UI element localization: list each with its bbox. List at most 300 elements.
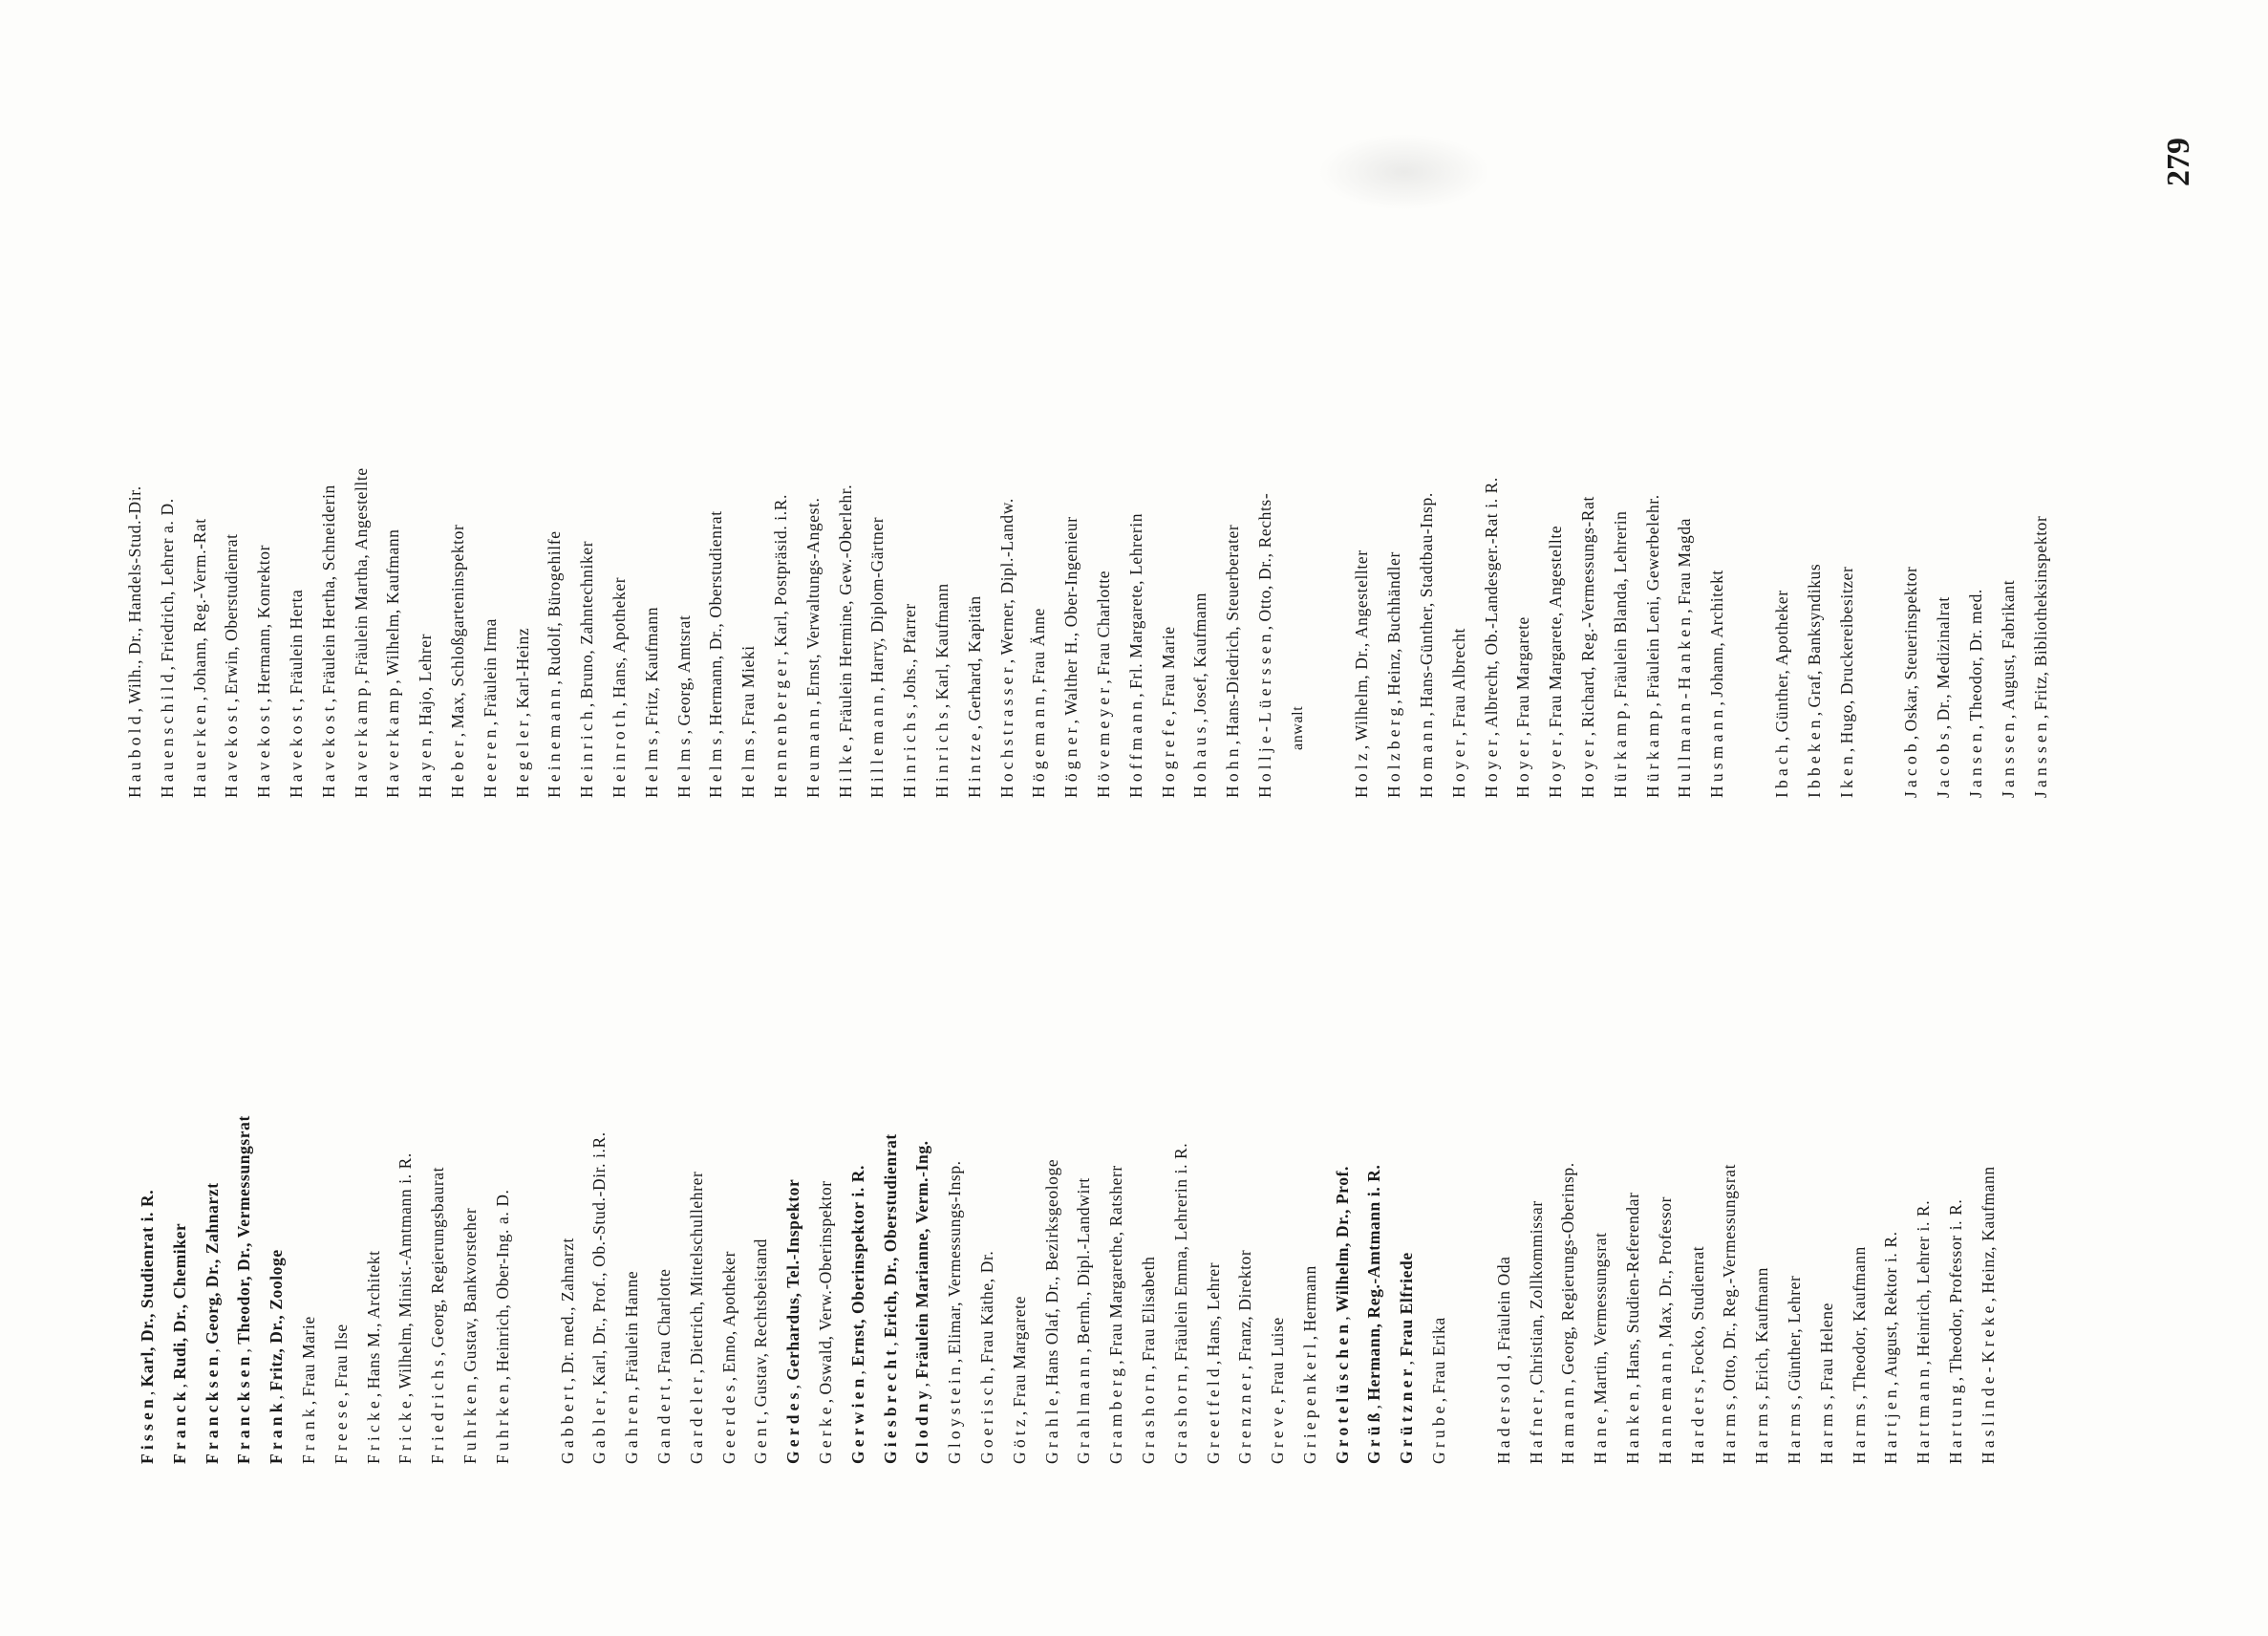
entry-separator: ,: [1655, 1338, 1675, 1347]
entry-details: Gerhardus, Tel.-Inspektor: [783, 1178, 803, 1381]
entry-separator: ,: [416, 725, 436, 735]
entry-separator: ,: [1946, 1372, 1966, 1382]
entry-separator: ,: [1448, 727, 1468, 737]
entry-details: Karl, Kaufmann: [931, 583, 952, 700]
entry-separator: ,: [945, 1354, 965, 1364]
entry-details: Hans-Diedrich, Steuerberater: [1223, 524, 1243, 737]
entry-surname: Hohaus: [1190, 722, 1210, 798]
entry-surname: Gloystein: [945, 1363, 965, 1464]
entry-separator: ,: [1170, 1361, 1190, 1370]
entry-details: Hermann, Dr., Oberstudienrat: [706, 510, 726, 726]
entry-details: Karl, Postpräsid. i.R.: [770, 494, 790, 648]
entry-details: Fräulein Herta: [286, 589, 306, 695]
entry-surname: Högemann: [1029, 692, 1049, 798]
entry-details: Heinz, Buchhändler: [1384, 551, 1404, 696]
entry-details: Karl-Heinz: [512, 627, 532, 709]
directory-entry: [1714, 805, 1746, 1464]
entry-details: Heinrich, Ober-Ing. a. D.: [492, 1189, 512, 1372]
entry-details: Fräulein Emma, Lehrerin i. R.: [1170, 1142, 1190, 1362]
directory-entry: [1908, 805, 1940, 1464]
entry-separator: ,: [770, 647, 790, 656]
entry-separator: ,: [1029, 683, 1049, 693]
directory-entry: [1230, 805, 1262, 1464]
entry-separator: ,: [1429, 1393, 1449, 1403]
directory-entry: [1327, 805, 1359, 1464]
directory-entry: [959, 139, 992, 798]
directory-entry: [1585, 805, 1617, 1464]
directory-entry: [248, 139, 281, 798]
entry-surname: Heinroth: [609, 706, 629, 798]
entry-separator: ,: [1223, 736, 1243, 745]
directory-entry: [636, 139, 669, 798]
entry-surname: Hartjen: [1881, 1386, 1901, 1464]
entry-separator: ,: [1138, 1361, 1158, 1370]
entry-separator: ,: [653, 1373, 674, 1383]
entry-separator: ,: [1914, 1356, 1934, 1366]
entry-separator: ,: [867, 682, 888, 692]
directory-entry: [939, 805, 972, 1464]
entry-surname: Giesbrecht: [880, 1345, 900, 1464]
entry-separator: ,: [545, 676, 565, 685]
entry-separator: ,: [718, 1372, 738, 1382]
entry-details: Georg, Dr., Zahnarzt: [202, 1182, 222, 1345]
entry-details: Theodor, Dr. med.: [1966, 589, 1986, 721]
entry-separator: ,: [751, 1407, 771, 1416]
entry-surname: Havekost: [318, 702, 338, 798]
directory-entry: [1444, 139, 1476, 798]
directory-entry: [1746, 805, 1779, 1464]
directory-entry: [475, 139, 507, 798]
entry-details: Frau Helene: [1816, 1302, 1836, 1391]
entry-details: Georg, Regierungs-Oberinsp.: [1558, 1162, 1578, 1375]
directory-entry: [132, 805, 164, 1464]
entry-separator: ,: [351, 675, 371, 684]
entry-details: Christian, Zollkommissar: [1526, 1200, 1546, 1386]
entry-surname: Friedrichs: [428, 1356, 448, 1464]
entry-surname: Hafner: [1526, 1393, 1546, 1464]
entry-details: Harry, Diplom-Gärtner: [867, 516, 888, 683]
entry-details: Frau Charlotte: [1093, 570, 1113, 676]
entry-separator: ,: [202, 1344, 222, 1353]
entry-details: Frau Margarete: [1513, 616, 1533, 728]
directory-entry: [1198, 805, 1230, 1464]
directory-entry: [164, 805, 197, 1464]
entry-surname: Götz: [1009, 1415, 1029, 1464]
entry-surname: Hoyer: [1513, 736, 1533, 798]
entry-separator: ,: [622, 1382, 642, 1391]
entry-separator: ,: [976, 1363, 996, 1372]
entry-surname: Harders: [1687, 1383, 1707, 1464]
entry-details: Frau Marie: [298, 1316, 318, 1397]
directory-entry: [584, 805, 616, 1464]
entry-separator: ,: [1268, 1394, 1288, 1404]
entry-surname: Hillemann: [867, 691, 888, 798]
entry-details: Hans, Apotheker: [609, 576, 629, 699]
entry-details: Theodor, Kaufmann: [1849, 1246, 1869, 1391]
entry-surname: Gramberg: [1106, 1364, 1126, 1464]
entry-separator: ,: [460, 1371, 480, 1381]
directory-entry-continuation: [1282, 139, 1315, 798]
entry-surname: Grube: [1429, 1402, 1449, 1464]
entry-surname: Goerisch: [976, 1371, 996, 1464]
entry-separator: ,: [1364, 1400, 1384, 1410]
entry-details: Franz, Direktor: [1235, 1249, 1255, 1362]
entry-surname: Hoyer: [1546, 736, 1566, 798]
entry-separator: ,: [1687, 1374, 1707, 1384]
entry-separator: ,: [267, 1390, 287, 1400]
entry-surname: Helms: [738, 734, 759, 798]
entry-surname: Haverkamp: [383, 683, 403, 798]
directory-entry: [281, 139, 313, 798]
directory-entry: [1766, 139, 1799, 798]
directory-entry: [1004, 805, 1037, 1464]
entry-details: Focko, Studienrat: [1687, 1245, 1707, 1375]
entry-details: Frau Ilse: [331, 1324, 351, 1388]
directory-entry: [1552, 805, 1585, 1464]
directory-entry: [1088, 139, 1121, 798]
entry-details: Fräulein Oda: [1493, 1256, 1513, 1351]
directory-entry: [1166, 805, 1198, 1464]
directory-entry: [184, 139, 217, 798]
directory-entry: [1023, 139, 1056, 798]
entry-details: Wilh., Dr., Handels-Stud.-Dir.: [125, 485, 144, 704]
entry-separator: ,: [125, 703, 144, 713]
directory-entry: [669, 139, 701, 798]
directory-section: [1488, 805, 2005, 1464]
entry-surname: Heinemann: [545, 684, 565, 798]
directory-entry: [616, 805, 649, 1464]
entry-details: Fräulein Hanne: [622, 1270, 642, 1383]
entry-surname: Hartung: [1946, 1381, 1966, 1464]
entry-surname: Hürkamp: [1642, 706, 1662, 798]
entry-surname: Högner: [1061, 723, 1081, 798]
entry-surname: Hoffmann: [1125, 697, 1145, 798]
entry-surname: Haslinde-Kreke: [1978, 1302, 1998, 1464]
entry-separator: ,: [1254, 621, 1274, 631]
entry-separator: ,: [1836, 743, 1856, 753]
entry-surname: Gerke: [815, 1403, 835, 1464]
entry-details: Bruno, Zahntechniker: [577, 540, 597, 700]
entry-surname: Hegeler: [512, 717, 532, 798]
entry-details: Wilhelm, Dr., Angestellter: [1352, 549, 1372, 742]
entry-details: Gerhard, Kapitän: [964, 595, 984, 721]
entry-details: Frau Margarethe, Ratsherr: [1106, 1165, 1126, 1357]
entry-details: Fräulein Hertha, Schneiderin: [318, 484, 338, 695]
entry-separator: ,: [1998, 710, 2018, 720]
entry-separator: ,: [1772, 732, 1792, 742]
entry-surname: Frank: [267, 1399, 287, 1464]
directory-entry: [1121, 139, 1153, 798]
entry-surname: Gabler: [589, 1394, 610, 1464]
entry-separator: ,: [222, 694, 242, 703]
entry-separator: ,: [157, 661, 177, 671]
entry-details: Hans, Studien-Referendar: [1623, 1192, 1643, 1380]
entry-details: Fräulein Blanda, Lehrerin: [1610, 510, 1630, 699]
directory-entry: [326, 805, 358, 1464]
directory-entry: [1521, 805, 1553, 1464]
entry-separator: ,: [931, 700, 952, 709]
entry-surname: Gahren: [622, 1390, 642, 1464]
directory-entry: [1605, 139, 1637, 798]
entry-details: August, Rektor i. R.: [1881, 1231, 1901, 1378]
directory-entry: [119, 139, 152, 798]
entry-details: Frau Marie: [1158, 626, 1178, 707]
entry-separator: ,: [1804, 707, 1824, 717]
directory-entry: [1831, 139, 1864, 798]
entry-details: Walther H., Ober-Ingenieur: [1061, 516, 1081, 716]
entry-separator: ,: [428, 1347, 448, 1357]
entry-surname: Heinrich: [577, 707, 597, 798]
entry-details: Heinz, Kaufmann: [1978, 1166, 1998, 1294]
directory-entry: [778, 805, 810, 1464]
entry-surname: Fricke: [396, 1397, 416, 1464]
directory-entry: [1779, 805, 1811, 1464]
entry-surname: Holz: [1352, 749, 1372, 798]
entry-details: Ernst, Oberinspektor i. R.: [847, 1164, 867, 1367]
entry-surname: Hauerken: [189, 700, 209, 798]
entry-details: Erich, Dr., Oberstudienrat: [880, 1133, 900, 1338]
entry-surname: Hennenberger: [770, 655, 790, 798]
entry-separator: ,: [512, 708, 532, 718]
entry-surname: Griepenkerl: [1299, 1340, 1319, 1464]
entry-details: Erich, Kaufmann: [1752, 1267, 1772, 1391]
directory-entry: [487, 805, 520, 1464]
directory-entry: [1573, 139, 1605, 798]
entry-separator: ,: [641, 725, 661, 735]
entry-separator: ,: [1720, 1390, 1740, 1400]
entry-surname: Gent: [751, 1415, 771, 1464]
directory-entry: [1940, 805, 1973, 1464]
entry-surname: Francksen: [202, 1352, 222, 1464]
entry-details: Hans, Lehrer: [1203, 1261, 1223, 1357]
entry-surname: Freese: [331, 1396, 351, 1464]
entry-surname: Grahle: [1041, 1394, 1061, 1464]
entry-details: Frau Elfriede: [1397, 1252, 1417, 1357]
directory-entry: [1056, 139, 1088, 798]
directory-entry: [1217, 139, 1250, 798]
entry-surname: Fuhrken: [492, 1380, 512, 1464]
directory-entry: [1960, 139, 1993, 798]
entry-surname: Haverkamp: [351, 683, 371, 798]
entry-surname: Harms: [1849, 1399, 1869, 1464]
directory-entry: [1637, 139, 1670, 798]
directory-entry: [1423, 805, 1456, 1464]
entry-surname: Glodny: [912, 1387, 932, 1464]
entry-surname: Janssen: [1998, 719, 2018, 798]
entry-surname: Gardeler: [686, 1373, 706, 1464]
directory-entry: [152, 139, 184, 798]
entry-details: Fritz, Bibliotheksinspektor: [2030, 515, 2050, 711]
entry-surname: Fuhrken: [460, 1380, 480, 1464]
entry-details: Hermann: [1299, 1265, 1319, 1332]
entry-separator: ,: [254, 694, 274, 703]
entry-surname: Havekost: [254, 702, 274, 798]
entry-details: Max, Dr., Professor: [1655, 1195, 1675, 1339]
entry-separator: ,: [1901, 731, 1921, 741]
entry-surname: Hullmann-Hanken: [1675, 613, 1695, 798]
entry-separator: ,: [557, 1373, 577, 1383]
entry-details: Dietrich, Mittelschullehrer: [686, 1171, 706, 1366]
entry-separator: ,: [234, 1344, 254, 1353]
entry-details: Heinrich, Lehrer i. R.: [1914, 1199, 1934, 1357]
directory-entry: [894, 139, 927, 798]
directory-entry: [1359, 805, 1391, 1464]
entry-surname: Hadersold: [1493, 1359, 1513, 1464]
entry-separator: ,: [286, 694, 306, 703]
directory-entry: [1844, 805, 1876, 1464]
entry-details: Fritz, Dr., Zoologe: [267, 1249, 287, 1391]
entry-details: Albrecht, Ob.-Landesger.-Rat i. R.: [1481, 477, 1501, 728]
entry-surname: Hürkamp: [1610, 706, 1630, 798]
directory-entry: [422, 805, 455, 1464]
entry-details: Frau Mieki: [738, 645, 759, 726]
entry-details: August, Fabrikant: [1998, 579, 2018, 711]
entry-details: Oskar, Steuerinspektor: [1901, 566, 1921, 732]
directory-entry: [733, 139, 765, 798]
entry-surname: Hannemann: [1655, 1346, 1675, 1464]
entry-surname: Grüß: [1364, 1409, 1384, 1464]
directory-entry: [293, 805, 326, 1464]
entry-surname: Grenzner: [1235, 1369, 1255, 1464]
entry-surname: Heeren: [480, 725, 500, 798]
entry-separator: ,: [1493, 1350, 1513, 1360]
entry-separator: ,: [169, 1379, 189, 1388]
directory-entry: [377, 139, 410, 798]
entry-details: Fräulein Marianne, Verm.-Ing.: [912, 1140, 932, 1379]
entry-details: Johann, Architekt: [1707, 570, 1727, 698]
entry-separator: ,: [396, 1388, 416, 1398]
entry-details: Fräulein Leni, Gewerbelehr.: [1642, 494, 1662, 699]
entry-separator: ,: [1352, 741, 1372, 750]
entry-separator: ,: [1417, 707, 1437, 717]
entry-surname: Hövemeyer: [1093, 683, 1113, 798]
entry-surname: Harms: [1816, 1399, 1836, 1464]
entry-surname: Francksen: [234, 1352, 254, 1464]
directory-entry: [1799, 139, 1831, 798]
directory-entry: [1895, 139, 1928, 798]
entry-separator: ,: [1610, 698, 1630, 707]
entry-separator: ,: [318, 694, 338, 703]
entry-details: Oswald, Verw.-Oberinspektor: [815, 1180, 835, 1395]
entry-details: Günther, Lehrer: [1785, 1275, 1805, 1391]
entry-surname: Husmann: [1707, 705, 1727, 798]
entry-separator: ,: [706, 725, 726, 735]
entry-details: Frau Erika: [1429, 1317, 1449, 1394]
entry-separator: ,: [1675, 605, 1695, 614]
entry-surname: Grützner: [1397, 1365, 1417, 1464]
entry-surname: Hohn: [1223, 744, 1243, 798]
entry-separator: ,: [1849, 1390, 1869, 1400]
entry-surname: Heber: [447, 737, 467, 798]
entry-surname: Helms: [706, 734, 726, 798]
directory-entry: [1379, 139, 1411, 798]
directory-entry: [539, 139, 571, 798]
entry-separator: ,: [880, 1337, 900, 1346]
entry-separator: ,: [783, 1380, 803, 1389]
entry-separator: ,: [1190, 714, 1210, 723]
directory-entry: [700, 139, 733, 798]
entry-separator: ,: [609, 698, 629, 707]
directory-entry: [927, 139, 959, 798]
entry-details: Fräulein Hermine, Gew.-Oberlehr.: [835, 484, 855, 733]
entry-details: Dr., Medizinalrat: [1934, 596, 1954, 721]
directory-entry: [228, 805, 261, 1464]
entry-surname: Fricke: [363, 1397, 383, 1464]
entry-surname: Greetfeld: [1203, 1365, 1223, 1464]
entry-separator: ,: [900, 700, 920, 709]
entry-details: Frau Charlotte: [653, 1268, 674, 1374]
directory-entry: [1508, 139, 1540, 798]
entry-details: Wilhelm, Dr., Prof.: [1332, 1166, 1352, 1313]
entry-surname: Harms: [1720, 1399, 1740, 1464]
directory-entry: [313, 139, 346, 798]
entry-details: Frl. Margarete, Lehrerin: [1125, 512, 1145, 690]
entry-details: Enno, Apotheker: [718, 1250, 738, 1373]
entry-details: Theodor, Professor i. R.: [1946, 1198, 1966, 1373]
entry-separator: ,: [577, 699, 597, 708]
entry-details: Hermann, Konrektor: [254, 544, 274, 695]
entry-separator: ,: [738, 725, 759, 735]
entry-surname: Jacobs: [1934, 729, 1954, 798]
entry-separator: ,: [1009, 1407, 1029, 1416]
entry-surname: Havekost: [286, 702, 306, 798]
entry-details: Otto, Dr., Reg.-Vermessungsrat: [1720, 1163, 1740, 1391]
entry-separator: ,: [847, 1366, 867, 1375]
directory-entry: [390, 805, 422, 1464]
entry-details: Max, Schloßgarteninspektor: [447, 524, 467, 729]
directory-entry: [410, 139, 442, 798]
entry-details: Friedrich, Lehrer a. D.: [157, 498, 177, 662]
entry-surname: Ibach: [1772, 741, 1792, 798]
entry-details: Graf, Banksyndikus: [1804, 563, 1824, 708]
entry-details: Erwin, Oberstudienrat: [222, 533, 242, 695]
entry-separator: ,: [1642, 698, 1662, 707]
entry-separator: ,: [189, 692, 209, 701]
directory-entry: [507, 139, 540, 798]
entry-surname: Hartmann: [1914, 1365, 1934, 1464]
directory-section: [552, 805, 1456, 1464]
entry-details: Hans Olaf, Dr., Bezirksgeologe: [1041, 1158, 1061, 1387]
entry-separator: ,: [1332, 1312, 1352, 1321]
directory-entry: [1133, 805, 1166, 1464]
entry-surname: Hogrefe: [1158, 715, 1178, 798]
entry-surname: Ibbeken: [1804, 716, 1824, 798]
entry-surname: Haubold: [125, 712, 144, 798]
directory-section: [1895, 139, 2057, 798]
directory-section: [1766, 139, 1863, 798]
right-directory-column: [119, 139, 2089, 798]
entry-details: Hajo, Lehrer: [416, 633, 436, 726]
entry-surname: Gerwien: [847, 1374, 867, 1464]
directory-entry: [1973, 805, 2005, 1464]
directory-entry: [1650, 805, 1682, 1464]
directory-entry: [1294, 805, 1327, 1464]
entry-separator: ,: [1203, 1356, 1223, 1366]
entry-details: Hans M., Architekt: [363, 1250, 383, 1389]
entry-surname: Helms: [641, 734, 661, 798]
entry-separator: ,: [1299, 1331, 1319, 1341]
page-number: 279: [2161, 138, 2196, 186]
entry-details: Frau Margarete, Angestellte: [1546, 525, 1566, 728]
entry-details: Otto, Dr., Rechts-: [1254, 492, 1274, 622]
entry-details: Elimar, Vermessungs-Insp.: [945, 1160, 965, 1355]
directory-entry: [714, 805, 746, 1464]
entry-details: Josef, Kaufmann: [1190, 592, 1210, 715]
entry-surname: Grashorn: [1138, 1369, 1158, 1464]
entry-separator: ,: [2030, 710, 2050, 720]
directory-entry: [1701, 139, 1734, 798]
entry-surname: Gerdes: [783, 1388, 803, 1464]
